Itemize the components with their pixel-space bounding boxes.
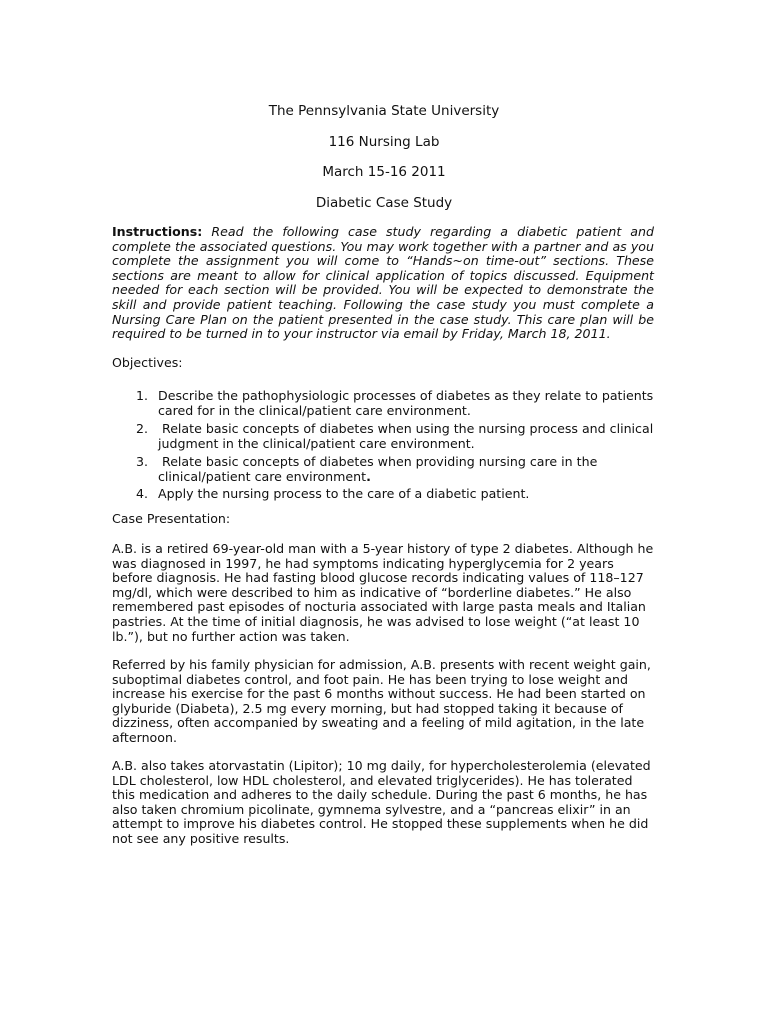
objective-number: 3. (136, 453, 149, 469)
instructions-text: Read the following case study regarding a diabetic patient and complete the associated questions. You may work together with a partner and as you complete the assignment you will come to “Hands~on time-out” sections. These sections are meant to allow for clinical application of topics discussed. Equipment needed for each section will be provided. You will be expected to demonstrate the skill and provide patient teaching. Following the case study you must complete a Nursing Care Plan on the patient presented in the case study. This care plan will be required to be turned in to your instructor via email by Friday, March 18, 2011. (112, 224, 654, 342)
instructions-paragraph (112, 225, 654, 342)
objective-text: Relate basic concepts of diabetes when providing nursing care in the clinical/patient care environment (158, 453, 598, 485)
date-heading: March 15-16 2011 (322, 164, 446, 180)
objectives-list (112, 388, 657, 504)
university-heading: The Pennsylvania State University (268, 103, 500, 119)
objective-number: 4. (136, 486, 149, 502)
document-title: Diabetic Case Study (315, 195, 453, 211)
objective-text: Apply the nursing process to the care of a diabetic patient. (158, 486, 530, 502)
objective-text: Describe the pathophysiologic processes of diabetes as they relate to patients cared for in the clinical/patient care environment. (158, 388, 654, 419)
objective-text: Relate basic concepts of diabetes when using the nursing process and clinical judgment in the clinical/patient care environment. (158, 420, 654, 452)
objective-item (112, 454, 657, 485)
case-paragraph-medications: A.B. also takes atorvastatin (Lipitor); 10 mg daily, for hypercholesterolemia (elevated LDL cholesterol, low HDL cholesterol, and elevated triglycerides). He has tolerated this medication and adheres to the daily schedule. During the past 6 months, he has also taken chromium picolinate, gymnema sylvestre, and a “pancreas elixir” in an attempt to improve his diabetes control. He stopped these supplements when he did not see any positive results. (112, 758, 651, 846)
case-paragraph-admission: Referred by his family physician for admission, A.B. presents with recent weight gain, suboptimal diabetes control, and foot pain. He has been trying to lose weight and increase his exercise for the past 6 months without success. He had been started on glyburide (Diabeta), 2.5 mg every morning, but had stopped taking it because of dizziness, often accompanied by sweating and a feeling of mild agitation, in the late afternoon. (112, 657, 651, 745)
objective-item (112, 486, 657, 501)
course-heading: 116 Nursing Lab (328, 134, 440, 150)
case-presentation-label: Case Presentation: (112, 511, 231, 526)
objective-item (112, 421, 657, 452)
objective-number: 1. (136, 388, 149, 403)
objectives-label: Objectives: (112, 355, 183, 370)
instructions-lead: Instructions: (112, 224, 203, 239)
objective-suffix: . (366, 469, 371, 485)
objective-item (112, 388, 657, 419)
objective-number: 2. (136, 420, 149, 436)
case-paragraph-history: A.B. is a retired 69-year-old man with a 5-year history of type 2 diabetes. Although he was diagnosed in 1997, he had symptoms indicating hyperglycemia for 2 years before diagnosis. He had fasting blood glucose records indicating values of 118–127 mg/dl, which were described to him as indicative of “borderline diabetes.” He also remembered past episodes of nocturia associated with large pasta meals and Italian pastries. At the time of initial diagnosis, he was advised to lose weight (“at least 10 lb.”), but no further action was taken. (112, 541, 654, 644)
